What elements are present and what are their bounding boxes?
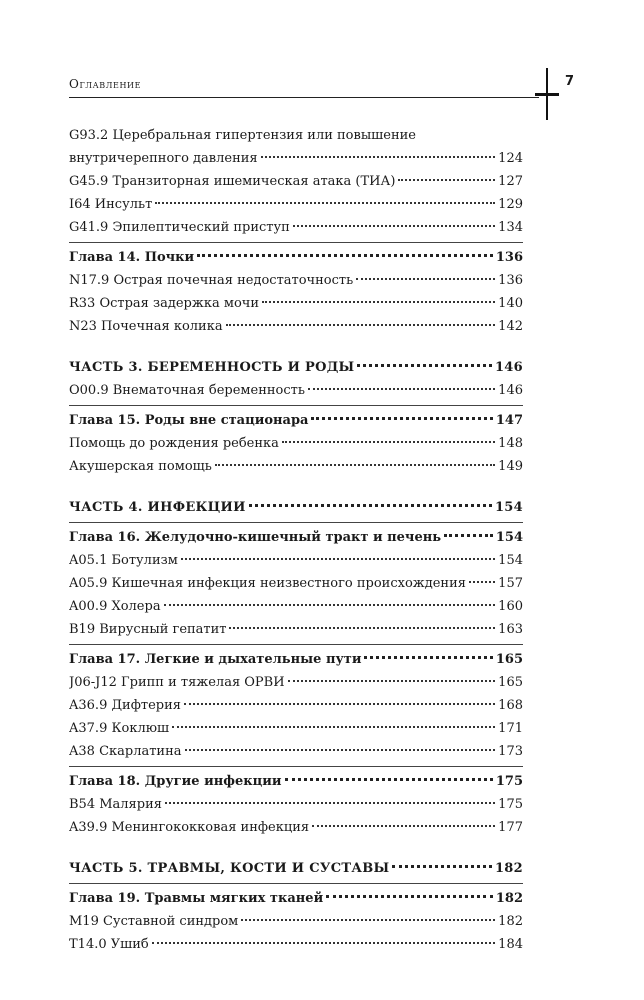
toc-entry-title: O00.9 Внематочная беременность xyxy=(69,383,305,398)
toc-page-number: 127 xyxy=(498,174,523,189)
toc-page-number: 157 xyxy=(498,576,523,591)
section-spacer xyxy=(69,338,523,356)
toc-page-number: 165 xyxy=(495,652,523,667)
toc-chapter-row[interactable] xyxy=(69,648,523,671)
toc-entry-title: J06-J12 Грипп и тяжелая ОРВИ xyxy=(69,675,285,690)
toc-entry-row[interactable] xyxy=(69,292,523,315)
toc-entry-row[interactable] xyxy=(69,740,523,763)
toc-entry-row[interactable] xyxy=(69,717,523,740)
toc-entry-row[interactable] xyxy=(69,124,523,147)
toc-entry-title: T14.0 Ушиб xyxy=(69,937,149,952)
toc-entry-title: Помощь до рождения ребенка xyxy=(69,436,279,451)
toc-entry-row[interactable] xyxy=(69,572,523,595)
toc-entry-title: A36.9 Дифтерия xyxy=(69,698,181,713)
crop-mark-horizontal xyxy=(535,93,559,96)
toc-entry-title: A37.9 Коклюш xyxy=(69,721,170,736)
page-number: 7 xyxy=(565,74,575,89)
dot-leader xyxy=(364,656,492,659)
toc-entry-title: Глава 16. Желудочно-кишечный тракт и печень xyxy=(69,530,442,545)
dot-leader xyxy=(356,278,495,280)
toc-page-number: 160 xyxy=(498,599,523,614)
toc-page-number: 182 xyxy=(498,914,523,929)
toc-entry-title: A00.9 Холера xyxy=(69,599,161,614)
dot-leader xyxy=(312,825,495,827)
dot-leader xyxy=(293,225,495,227)
toc-page-number: 146 xyxy=(494,360,523,375)
dot-leader xyxy=(184,703,495,705)
section-divider xyxy=(69,766,523,767)
toc-entry-row[interactable] xyxy=(69,455,523,478)
toc-entry-row[interactable] xyxy=(69,793,523,816)
section-divider xyxy=(69,883,523,884)
toc-page-number: 154 xyxy=(498,553,523,568)
toc-entry-row[interactable] xyxy=(69,910,523,933)
toc-part-row[interactable] xyxy=(69,356,523,379)
toc-entry-title: ЧАСТЬ 3. БЕРЕМЕННОСТЬ И РОДЫ xyxy=(69,360,355,375)
toc-page-number: 182 xyxy=(495,891,523,906)
toc-page-number: 129 xyxy=(498,197,523,212)
dot-leader xyxy=(262,301,495,303)
toc-page-number: 171 xyxy=(498,721,523,736)
toc-chapter-row[interactable] xyxy=(69,887,523,910)
dot-leader xyxy=(164,604,496,606)
section-spacer xyxy=(69,478,523,496)
section-spacer xyxy=(69,839,523,857)
toc-entry-title: Глава 15. Роды вне стационара xyxy=(69,413,309,428)
dot-leader xyxy=(197,254,493,257)
toc-entry-title: Глава 19. Травмы мягких тканей xyxy=(69,891,324,906)
toc-chapter-row[interactable] xyxy=(69,409,523,432)
toc-entry-row[interactable] xyxy=(69,671,523,694)
dot-leader xyxy=(165,802,495,804)
toc-entry-title: N23 Почечная колика xyxy=(69,319,223,334)
toc-entry-title: B19 Вирусный гепатит xyxy=(69,622,227,637)
toc-entry-title: Глава 14. Почки xyxy=(69,250,195,265)
section-divider xyxy=(69,522,523,523)
dot-leader xyxy=(229,627,495,629)
toc-page-number: 173 xyxy=(498,744,523,759)
dot-leader xyxy=(155,202,495,204)
toc-entry-row[interactable] xyxy=(69,549,523,572)
toc-page-number: 175 xyxy=(495,774,523,789)
dot-leader xyxy=(261,156,496,158)
dot-leader xyxy=(282,441,495,443)
toc-entry-row[interactable] xyxy=(69,269,523,292)
toc-entry-row[interactable] xyxy=(69,595,523,618)
dot-leader xyxy=(311,417,492,420)
toc-entry-title: G41.9 Эпилептический приступ xyxy=(69,220,290,235)
toc-page-number: 182 xyxy=(494,861,523,876)
toc-entry-title: A05.1 Ботулизм xyxy=(69,553,178,568)
toc-page-number: 154 xyxy=(494,500,523,515)
toc-page-number: 165 xyxy=(498,675,523,690)
toc-page-number: 177 xyxy=(498,820,523,835)
dot-leader xyxy=(285,778,493,781)
toc-chapter-row[interactable] xyxy=(69,770,523,793)
toc-page-number: 168 xyxy=(498,698,523,713)
toc-page-number: 163 xyxy=(498,622,523,637)
toc-page-number: 142 xyxy=(498,319,523,334)
dot-leader xyxy=(308,388,495,390)
dot-leader xyxy=(152,942,495,944)
section-divider xyxy=(69,242,523,243)
dot-leader xyxy=(288,680,496,682)
toc-entry-title: B54 Малярия xyxy=(69,797,162,812)
dot-leader xyxy=(398,179,495,181)
dot-leader xyxy=(185,749,496,751)
toc-entry-row[interactable] xyxy=(69,216,523,239)
toc-entry-row[interactable] xyxy=(69,816,523,839)
toc-entry-title: N17.9 Острая почечная недостаточность xyxy=(69,273,354,288)
toc-entry-title: ЧАСТЬ 5. ТРАВМЫ, КОСТИ И СУСТАВЫ xyxy=(69,861,390,876)
toc-entry-title: I64 Инсульт xyxy=(69,197,153,212)
dot-leader xyxy=(469,581,495,583)
toc-page-number: 136 xyxy=(495,250,523,265)
dot-leader xyxy=(241,919,495,921)
toc-page-number: 175 xyxy=(498,797,523,812)
dot-leader xyxy=(326,895,493,898)
toc-entry-title: A05.9 Кишечная инфекция неизвестного происхождения xyxy=(69,576,466,591)
dot-leader xyxy=(226,324,496,326)
table-of-contents xyxy=(69,124,523,956)
dot-leader xyxy=(215,464,495,466)
dot-leader xyxy=(357,364,491,367)
toc-entry-title: G93.2 Церебральная гипертензия или повышение xyxy=(69,128,416,143)
toc-entry-row[interactable] xyxy=(69,618,523,641)
toc-entry-row[interactable] xyxy=(69,694,523,717)
toc-entry-title: R33 Острая задержка мочи xyxy=(69,296,260,311)
toc-chapter-row[interactable] xyxy=(69,526,523,549)
toc-entry-title: ЧАСТЬ 4. ИНФЕКЦИИ xyxy=(69,500,246,515)
toc-entry-row[interactable] xyxy=(69,193,523,216)
toc-part-row[interactable] xyxy=(69,496,523,519)
running-header-title: Оглавление xyxy=(69,77,142,91)
toc-entry-title: Глава 17. Легкие и дыхательные пути xyxy=(69,652,362,667)
toc-entry-title: A38 Скарлатина xyxy=(69,744,182,759)
dot-leader xyxy=(444,534,493,537)
toc-page-number: 149 xyxy=(498,459,523,474)
toc-entry-title: внутричерепного давления xyxy=(69,151,258,166)
toc-page-number: 147 xyxy=(495,413,523,428)
toc-entry-row[interactable] xyxy=(69,379,523,402)
toc-chapter-row[interactable] xyxy=(69,246,523,269)
dot-leader xyxy=(249,504,492,507)
section-divider xyxy=(69,644,523,645)
toc-page-number: 154 xyxy=(495,530,523,545)
toc-entry-title: G45.9 Транзиторная ишемическая атака (ТИА) xyxy=(69,174,396,189)
toc-entry-row[interactable] xyxy=(69,170,523,193)
dot-leader xyxy=(172,726,495,728)
toc-entry-row[interactable] xyxy=(69,933,523,956)
toc-entry-row[interactable] xyxy=(69,432,523,455)
toc-entry-title: A39.9 Менингококковая инфекция xyxy=(69,820,310,835)
dot-leader xyxy=(392,865,492,868)
toc-entry-title: M19 Суставной синдром xyxy=(69,914,239,929)
section-divider xyxy=(69,405,523,406)
toc-entry-title: Акушерская помощь xyxy=(69,459,212,474)
toc-page-number: 124 xyxy=(498,151,523,166)
toc-page-number: 134 xyxy=(498,220,523,235)
toc-entry-title: Глава 18. Другие инфекции xyxy=(69,774,282,789)
header-divider xyxy=(69,97,539,98)
toc-page-number: 140 xyxy=(498,296,523,311)
toc-page-number: 146 xyxy=(498,383,523,398)
toc-page-number: 184 xyxy=(498,937,523,952)
toc-page-number: 136 xyxy=(498,273,523,288)
toc-page-number: 148 xyxy=(498,436,523,451)
dot-leader xyxy=(181,558,495,560)
toc-part-row[interactable] xyxy=(69,857,523,880)
toc-entry-row[interactable] xyxy=(69,315,523,338)
toc-entry-row[interactable] xyxy=(69,147,523,170)
